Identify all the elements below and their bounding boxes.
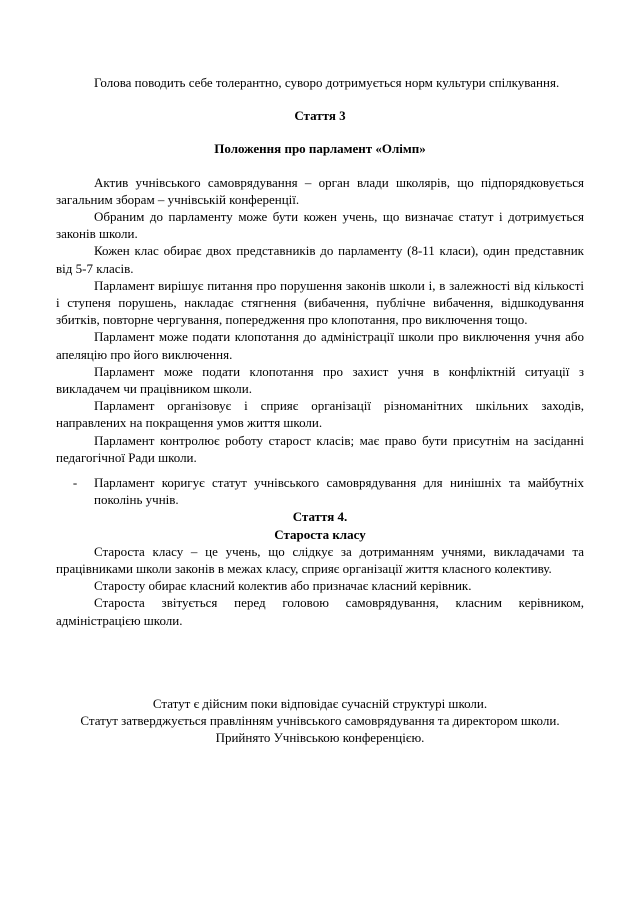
bullet-dash: - — [72, 475, 78, 491]
bullet-text: Парламент коригує статут учнівського самоврядування для нинішніх та майбутніх поколінь учнів. — [94, 475, 584, 508]
footer-line: Прийнято Учнівською конференцією. — [215, 730, 425, 746]
article-4-paragraph: Староста класу – це учень, що слідкує за дотриманням учнями, викладачами та працівниками школи законів в межах класу, сприяє організації життя класного колективу. — [56, 543, 584, 577]
bullet-item — [56, 474, 584, 508]
article-3-title: Положення про парламент «Олімп» — [214, 141, 426, 157]
article-3-paragraph: Парламент контролює роботу старост класів; має право бути присутнім на засіданні педагогічної Ради школи. — [56, 432, 584, 465]
article-3-heading: Стаття 3 — [294, 108, 346, 124]
article-3-paragraph: Парламент може подати клопотання до адміністрації школи про виключення учня або апеляцію про його виключення. — [56, 329, 584, 362]
document-page — [56, 74, 584, 747]
footer-line: Статут є дійсним поки відповідає сучасній структурі школи. — [152, 695, 488, 711]
article-3-paragraph: Парламент організовує і сприяє організації різноманітних шкільних заходів, направлених на покращення умов життя школи. — [56, 398, 584, 431]
document-footer — [56, 695, 584, 747]
article-4-paragraph: Старосту обирає класний колектив або призначає класний керівник. — [94, 578, 472, 594]
article-4-heading: Стаття 4. — [292, 509, 348, 525]
article-3-paragraph: Обраним до парламенту може бути кожен учень, що визначає статут і дотримується законів школи. — [56, 209, 584, 242]
intro-paragraph: Голова поводить себе толерантно, суворо дотримується норм культури спілкування. — [94, 75, 560, 90]
article-3-paragraph: Парламент може подати клопотання про захист учня в конфліктній ситуації з викладачем чи працівником школи. — [56, 363, 584, 397]
article-4-title: Староста класу — [274, 526, 366, 542]
article-4-paragraph: Староста звітується перед головою самоврядування, класним керівником, адміністрацією школи. — [56, 595, 584, 628]
article-3-paragraph: Кожен клас обирає двох представників до парламенту (8-11 класи), один представник від 5-7 класів. — [56, 243, 584, 276]
footer-line: Статут затверджується правлінням учнівського самоврядування та директором школи. — [80, 713, 560, 729]
article-3-paragraph: Актив учнівського самоврядування – орган влади школярів, що підпорядковується загальним зборам – учнівській конференції. — [56, 174, 584, 207]
article-3-paragraph: Парламент вирішує питання про порушення законів школи і, в залежності від кількості і ступеня порушень, накладає стягнення (вибачення, публічне вибачення, відшкодування збитків, повторне чергування, попередження про клопотання, про виключення тощо. — [56, 277, 584, 328]
